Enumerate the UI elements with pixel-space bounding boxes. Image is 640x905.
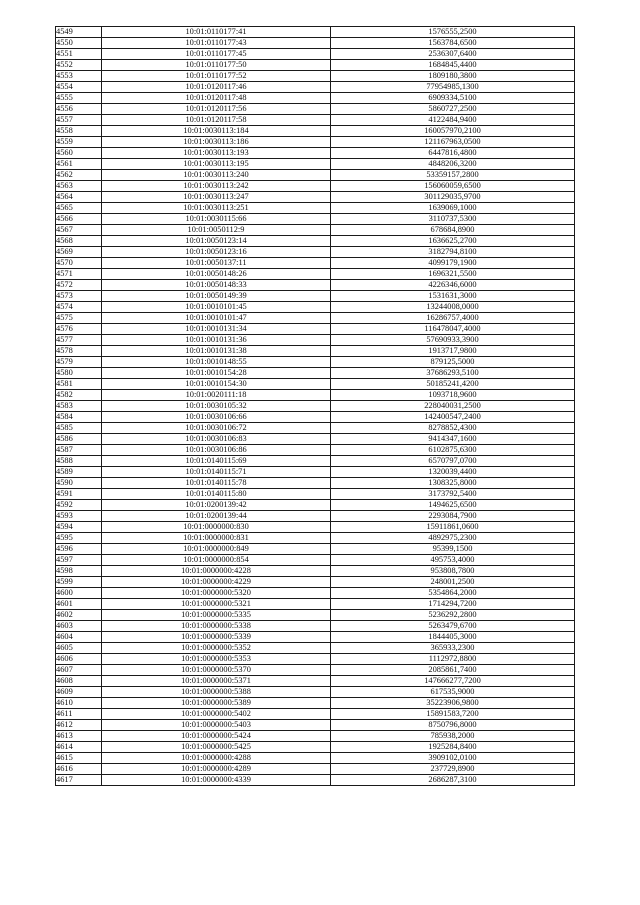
value-cell: 2536307,6400	[331, 49, 575, 60]
cadastral-number-cell: 10:01:0200139:42	[102, 500, 331, 511]
cadastral-number-cell: 10:01:0000000:5370	[102, 665, 331, 676]
cadastral-number-cell: 10:01:0000000:5338	[102, 621, 331, 632]
table-row	[56, 82, 575, 93]
table-row	[56, 588, 575, 599]
table-row	[56, 665, 575, 676]
row-number-cell: 4581	[56, 379, 102, 390]
value-cell: 4892975,2300	[331, 533, 575, 544]
row-number-cell: 4609	[56, 687, 102, 698]
row-number-cell: 4563	[56, 181, 102, 192]
value-cell: 365933,2300	[331, 643, 575, 654]
table-row	[56, 225, 575, 236]
value-cell: 37686293,5100	[331, 368, 575, 379]
value-cell: 1320039,4400	[331, 467, 575, 478]
table-row	[56, 269, 575, 280]
value-cell: 5263479,6700	[331, 621, 575, 632]
cadastral-number-cell: 10:01:0030113:240	[102, 170, 331, 181]
cadastral-number-cell: 10:01:0000000:5371	[102, 676, 331, 687]
table-row	[56, 555, 575, 566]
value-cell: 617535,9000	[331, 687, 575, 698]
value-cell: 1844405,3000	[331, 632, 575, 643]
row-number-cell: 4589	[56, 467, 102, 478]
value-cell: 9414347,1600	[331, 434, 575, 445]
table-row	[56, 687, 575, 698]
row-number-cell: 4576	[56, 324, 102, 335]
row-number-cell: 4602	[56, 610, 102, 621]
row-number-cell: 4582	[56, 390, 102, 401]
cadastral-number-cell: 10:01:0000000:5320	[102, 588, 331, 599]
value-cell: 3182794,8100	[331, 247, 575, 258]
table-row	[56, 291, 575, 302]
value-cell: 678684,8900	[331, 225, 575, 236]
table-row	[56, 643, 575, 654]
value-cell: 5354864,2000	[331, 588, 575, 599]
row-number-cell: 4592	[56, 500, 102, 511]
cadastral-number-cell: 10:01:0120117:56	[102, 104, 331, 115]
value-cell: 1684845,4400	[331, 60, 575, 71]
row-number-cell: 4550	[56, 38, 102, 49]
row-number-cell: 4583	[56, 401, 102, 412]
cadastral-number-cell: 10:01:0050123:16	[102, 247, 331, 258]
table-row	[56, 676, 575, 687]
row-number-cell: 4590	[56, 478, 102, 489]
row-number-cell: 4594	[56, 522, 102, 533]
cadastral-number-cell: 10:01:0110177:50	[102, 60, 331, 71]
value-cell: 2293084,7900	[331, 511, 575, 522]
row-number-cell: 4549	[56, 27, 102, 38]
value-cell: 879125,5000	[331, 357, 575, 368]
table-row	[56, 38, 575, 49]
cadastral-number-cell: 10:01:0000000:5352	[102, 643, 331, 654]
row-number-cell: 4577	[56, 335, 102, 346]
row-number-cell: 4557	[56, 115, 102, 126]
value-cell: 2686287,3100	[331, 775, 575, 786]
cadastral-number-cell: 10:01:0000000:4288	[102, 753, 331, 764]
value-cell: 301129035,9700	[331, 192, 575, 203]
row-number-cell: 4568	[56, 236, 102, 247]
row-number-cell: 4601	[56, 599, 102, 610]
table-row	[56, 577, 575, 588]
table-row	[56, 302, 575, 313]
table-row	[56, 126, 575, 137]
row-number-cell: 4562	[56, 170, 102, 181]
row-number-cell: 4593	[56, 511, 102, 522]
table-row	[56, 456, 575, 467]
value-cell: 1093718,9600	[331, 390, 575, 401]
cadastral-number-cell: 10:01:0030113:184	[102, 126, 331, 137]
value-cell: 35223906,9800	[331, 698, 575, 709]
row-number-cell: 4604	[56, 632, 102, 643]
value-cell: 1531631,3000	[331, 291, 575, 302]
value-cell: 95399,1500	[331, 544, 575, 555]
value-cell: 1925284,8400	[331, 742, 575, 753]
value-cell: 142400547,2400	[331, 412, 575, 423]
cadastral-number-cell: 10:01:0000000:4289	[102, 764, 331, 775]
cadastral-number-cell: 10:01:0000000:5321	[102, 599, 331, 610]
table-row	[56, 720, 575, 731]
value-cell: 1494625,6500	[331, 500, 575, 511]
row-number-cell: 4608	[56, 676, 102, 687]
table-row	[56, 500, 575, 511]
row-number-cell: 4584	[56, 412, 102, 423]
value-cell: 3173792,5400	[331, 489, 575, 500]
row-number-cell: 4597	[56, 555, 102, 566]
row-number-cell: 4612	[56, 720, 102, 731]
cadastral-number-cell: 10:01:0010148:55	[102, 357, 331, 368]
table-row	[56, 49, 575, 60]
table-row	[56, 203, 575, 214]
table-row	[56, 137, 575, 148]
cadastral-number-cell: 10:01:0000000:5339	[102, 632, 331, 643]
table-row	[56, 313, 575, 324]
table-body	[56, 27, 575, 786]
row-number-cell: 4591	[56, 489, 102, 500]
table-row	[56, 357, 575, 368]
value-cell: 50185241,4200	[331, 379, 575, 390]
value-cell: 1112972,8800	[331, 654, 575, 665]
cadastral-number-cell: 10:01:0110177:41	[102, 27, 331, 38]
row-number-cell: 4596	[56, 544, 102, 555]
table-row	[56, 192, 575, 203]
cadastral-number-cell: 10:01:0010101:47	[102, 313, 331, 324]
cadastral-number-cell: 10:01:0030106:83	[102, 434, 331, 445]
row-number-cell: 4564	[56, 192, 102, 203]
cadastral-number-cell: 10:01:0000000:5335	[102, 610, 331, 621]
row-number-cell: 4603	[56, 621, 102, 632]
cadastral-number-cell: 10:01:0000000:5424	[102, 731, 331, 742]
table-row	[56, 280, 575, 291]
row-number-cell: 4613	[56, 731, 102, 742]
table-row	[56, 522, 575, 533]
value-cell: 57690933,3900	[331, 335, 575, 346]
table-row	[56, 599, 575, 610]
row-number-cell: 4580	[56, 368, 102, 379]
row-number-cell: 4553	[56, 71, 102, 82]
cadastral-number-cell: 10:01:0140115:78	[102, 478, 331, 489]
row-number-cell: 4598	[56, 566, 102, 577]
value-cell: 116478047,4000	[331, 324, 575, 335]
row-number-cell: 4559	[56, 137, 102, 148]
table-row	[56, 159, 575, 170]
table-row	[56, 71, 575, 82]
value-cell: 147666277,7200	[331, 676, 575, 687]
row-number-cell: 4600	[56, 588, 102, 599]
row-number-cell: 4556	[56, 104, 102, 115]
row-number-cell: 4567	[56, 225, 102, 236]
table-row	[56, 412, 575, 423]
row-number-cell: 4566	[56, 214, 102, 225]
table-row	[56, 335, 575, 346]
value-cell: 1809180,3800	[331, 71, 575, 82]
row-number-cell: 4575	[56, 313, 102, 324]
table-row	[56, 115, 575, 126]
table-row	[56, 324, 575, 335]
value-cell: 15891583,7200	[331, 709, 575, 720]
row-number-cell: 4595	[56, 533, 102, 544]
value-cell: 156060059,6500	[331, 181, 575, 192]
table-row	[56, 104, 575, 115]
table-row	[56, 742, 575, 753]
value-cell: 15911861,0600	[331, 522, 575, 533]
table-row	[56, 698, 575, 709]
value-cell: 53359157,2800	[331, 170, 575, 181]
value-cell: 248001,2500	[331, 577, 575, 588]
row-number-cell: 4579	[56, 357, 102, 368]
table-row	[56, 709, 575, 720]
cadastral-number-cell: 10:01:0030113:242	[102, 181, 331, 192]
cadastral-number-cell: 10:01:0010101:45	[102, 302, 331, 313]
value-cell: 1636625,2700	[331, 236, 575, 247]
row-number-cell: 4558	[56, 126, 102, 137]
table-row	[56, 621, 575, 632]
table-row	[56, 181, 575, 192]
cadastral-number-cell: 10:01:0000000:5388	[102, 687, 331, 698]
cadastral-number-cell: 10:01:0020111:18	[102, 390, 331, 401]
table-row	[56, 467, 575, 478]
row-number-cell: 4606	[56, 654, 102, 665]
table-row	[56, 258, 575, 269]
cadastral-number-cell: 10:01:0000000:831	[102, 533, 331, 544]
cadastral-number-cell: 10:01:0000000:849	[102, 544, 331, 555]
row-number-cell: 4555	[56, 93, 102, 104]
cadastral-number-cell: 10:01:0000000:5402	[102, 709, 331, 720]
value-cell: 1576555,2500	[331, 27, 575, 38]
row-number-cell: 4560	[56, 148, 102, 159]
cadastral-number-cell: 10:01:0030106:86	[102, 445, 331, 456]
table-row	[56, 544, 575, 555]
value-cell: 160057970,2100	[331, 126, 575, 137]
row-number-cell: 4588	[56, 456, 102, 467]
table-row	[56, 170, 575, 181]
value-cell: 8278852,4300	[331, 423, 575, 434]
table-row	[56, 764, 575, 775]
value-cell: 16286757,4000	[331, 313, 575, 324]
table-row	[56, 148, 575, 159]
cadastral-number-cell: 10:01:0010131:34	[102, 324, 331, 335]
cadastral-number-cell: 10:01:0010154:30	[102, 379, 331, 390]
value-cell: 228040031,2500	[331, 401, 575, 412]
cadastral-number-cell: 10:01:0030113:251	[102, 203, 331, 214]
cadastral-number-cell: 10:01:0000000:5403	[102, 720, 331, 731]
cadastral-number-cell: 10:01:0030105:32	[102, 401, 331, 412]
cadastral-number-cell: 10:01:0030115:66	[102, 214, 331, 225]
cadastral-number-cell: 10:01:0140115:80	[102, 489, 331, 500]
table-row	[56, 610, 575, 621]
value-cell: 4226346,6000	[331, 280, 575, 291]
row-number-cell: 4574	[56, 302, 102, 313]
cadastral-number-cell: 10:01:0050148:33	[102, 280, 331, 291]
table-row	[56, 445, 575, 456]
cadastral-number-cell: 10:01:0030113:186	[102, 137, 331, 148]
cadastral-number-cell: 10:01:0050123:14	[102, 236, 331, 247]
table-row	[56, 566, 575, 577]
value-cell: 4122484,9400	[331, 115, 575, 126]
cadastral-number-cell: 10:01:0010154:28	[102, 368, 331, 379]
table-row	[56, 434, 575, 445]
table-row	[56, 511, 575, 522]
cadastral-number-cell: 10:01:0010131:38	[102, 346, 331, 357]
cadastral-number-cell: 10:01:0200139:44	[102, 511, 331, 522]
cadastral-number-cell: 10:01:0030113:195	[102, 159, 331, 170]
cadastral-number-cell: 10:01:0140115:69	[102, 456, 331, 467]
cadastral-number-cell: 10:01:0110177:45	[102, 49, 331, 60]
row-number-cell: 4551	[56, 49, 102, 60]
value-cell: 1913717,9800	[331, 346, 575, 357]
cadastral-number-cell: 10:01:0000000:854	[102, 555, 331, 566]
value-cell: 1696321,5500	[331, 269, 575, 280]
value-cell: 1639069,1000	[331, 203, 575, 214]
table-row	[56, 489, 575, 500]
cadastral-number-cell: 10:01:0030113:247	[102, 192, 331, 203]
value-cell: 953808,7800	[331, 566, 575, 577]
table-row	[56, 368, 575, 379]
row-number-cell: 4561	[56, 159, 102, 170]
cadastral-number-cell: 10:01:0140115:71	[102, 467, 331, 478]
table-row	[56, 93, 575, 104]
cadastral-number-cell: 10:01:0050149:39	[102, 291, 331, 302]
row-number-cell: 4585	[56, 423, 102, 434]
value-cell: 6102875,6300	[331, 445, 575, 456]
value-cell: 13244008,0000	[331, 302, 575, 313]
value-cell: 6570797,0700	[331, 456, 575, 467]
row-number-cell: 4614	[56, 742, 102, 753]
value-cell: 1563784,6500	[331, 38, 575, 49]
cadastral-number-cell: 10:01:0000000:4229	[102, 577, 331, 588]
cadastral-number-cell: 10:01:0000000:5389	[102, 698, 331, 709]
cadastral-number-cell: 10:01:0050148:26	[102, 269, 331, 280]
cadastral-number-cell: 10:01:0120117:58	[102, 115, 331, 126]
value-cell: 785938,2000	[331, 731, 575, 742]
cadastral-value-table	[55, 26, 575, 786]
row-number-cell: 4617	[56, 775, 102, 786]
table-row	[56, 236, 575, 247]
table-row	[56, 775, 575, 786]
row-number-cell: 4554	[56, 82, 102, 93]
table-row	[56, 27, 575, 38]
value-cell: 2085861,7400	[331, 665, 575, 676]
table-row	[56, 247, 575, 258]
value-cell: 4099179,1900	[331, 258, 575, 269]
value-cell: 4848206,3200	[331, 159, 575, 170]
row-number-cell: 4572	[56, 280, 102, 291]
table-row	[56, 379, 575, 390]
value-cell: 1308325,8000	[331, 478, 575, 489]
table-row	[56, 533, 575, 544]
value-cell: 237729,8900	[331, 764, 575, 775]
table-row	[56, 654, 575, 665]
table-row	[56, 60, 575, 71]
cadastral-number-cell: 10:01:0000000:830	[102, 522, 331, 533]
row-number-cell: 4573	[56, 291, 102, 302]
value-cell: 1714294,7200	[331, 599, 575, 610]
row-number-cell: 4578	[56, 346, 102, 357]
row-number-cell: 4611	[56, 709, 102, 720]
cadastral-number-cell: 10:01:0120117:48	[102, 93, 331, 104]
value-cell: 6447816,4800	[331, 148, 575, 159]
row-number-cell: 4599	[56, 577, 102, 588]
table-row	[56, 401, 575, 412]
cadastral-number-cell: 10:01:0050137:11	[102, 258, 331, 269]
table-row	[56, 346, 575, 357]
value-cell: 3909102,0100	[331, 753, 575, 764]
row-number-cell: 4565	[56, 203, 102, 214]
cadastral-number-cell: 10:01:0120117:46	[102, 82, 331, 93]
cadastral-number-cell: 10:01:0010131:36	[102, 335, 331, 346]
row-number-cell: 4610	[56, 698, 102, 709]
table-row	[56, 214, 575, 225]
row-number-cell: 4571	[56, 269, 102, 280]
row-number-cell: 4569	[56, 247, 102, 258]
table-row	[56, 423, 575, 434]
cadastral-number-cell: 10:01:0110177:52	[102, 71, 331, 82]
cadastral-number-cell: 10:01:0000000:4228	[102, 566, 331, 577]
cadastral-number-cell: 10:01:0030106:72	[102, 423, 331, 434]
row-number-cell: 4586	[56, 434, 102, 445]
cadastral-number-cell: 10:01:0000000:4339	[102, 775, 331, 786]
table-row	[56, 632, 575, 643]
value-cell: 6909334,5100	[331, 93, 575, 104]
table-row	[56, 390, 575, 401]
table-row	[56, 731, 575, 742]
row-number-cell: 4570	[56, 258, 102, 269]
value-cell: 495753,4000	[331, 555, 575, 566]
value-cell: 8750796,8000	[331, 720, 575, 731]
table-row	[56, 753, 575, 764]
row-number-cell: 4616	[56, 764, 102, 775]
value-cell: 5860727,2500	[331, 104, 575, 115]
value-cell: 3110737,5300	[331, 214, 575, 225]
row-number-cell: 4552	[56, 60, 102, 71]
cadastral-number-cell: 10:01:0030106:66	[102, 412, 331, 423]
value-cell: 121167963,0500	[331, 137, 575, 148]
row-number-cell: 4605	[56, 643, 102, 654]
cadastral-number-cell: 10:01:0030113:193	[102, 148, 331, 159]
cadastral-number-cell: 10:01:0000000:5425	[102, 742, 331, 753]
row-number-cell: 4607	[56, 665, 102, 676]
table-row	[56, 478, 575, 489]
value-cell: 77954985,1300	[331, 82, 575, 93]
value-cell: 5236292,2800	[331, 610, 575, 621]
cadastral-number-cell: 10:01:0050112:9	[102, 225, 331, 236]
cadastral-number-cell: 10:01:0000000:5353	[102, 654, 331, 665]
row-number-cell: 4615	[56, 753, 102, 764]
row-number-cell: 4587	[56, 445, 102, 456]
cadastral-number-cell: 10:01:0110177:43	[102, 38, 331, 49]
